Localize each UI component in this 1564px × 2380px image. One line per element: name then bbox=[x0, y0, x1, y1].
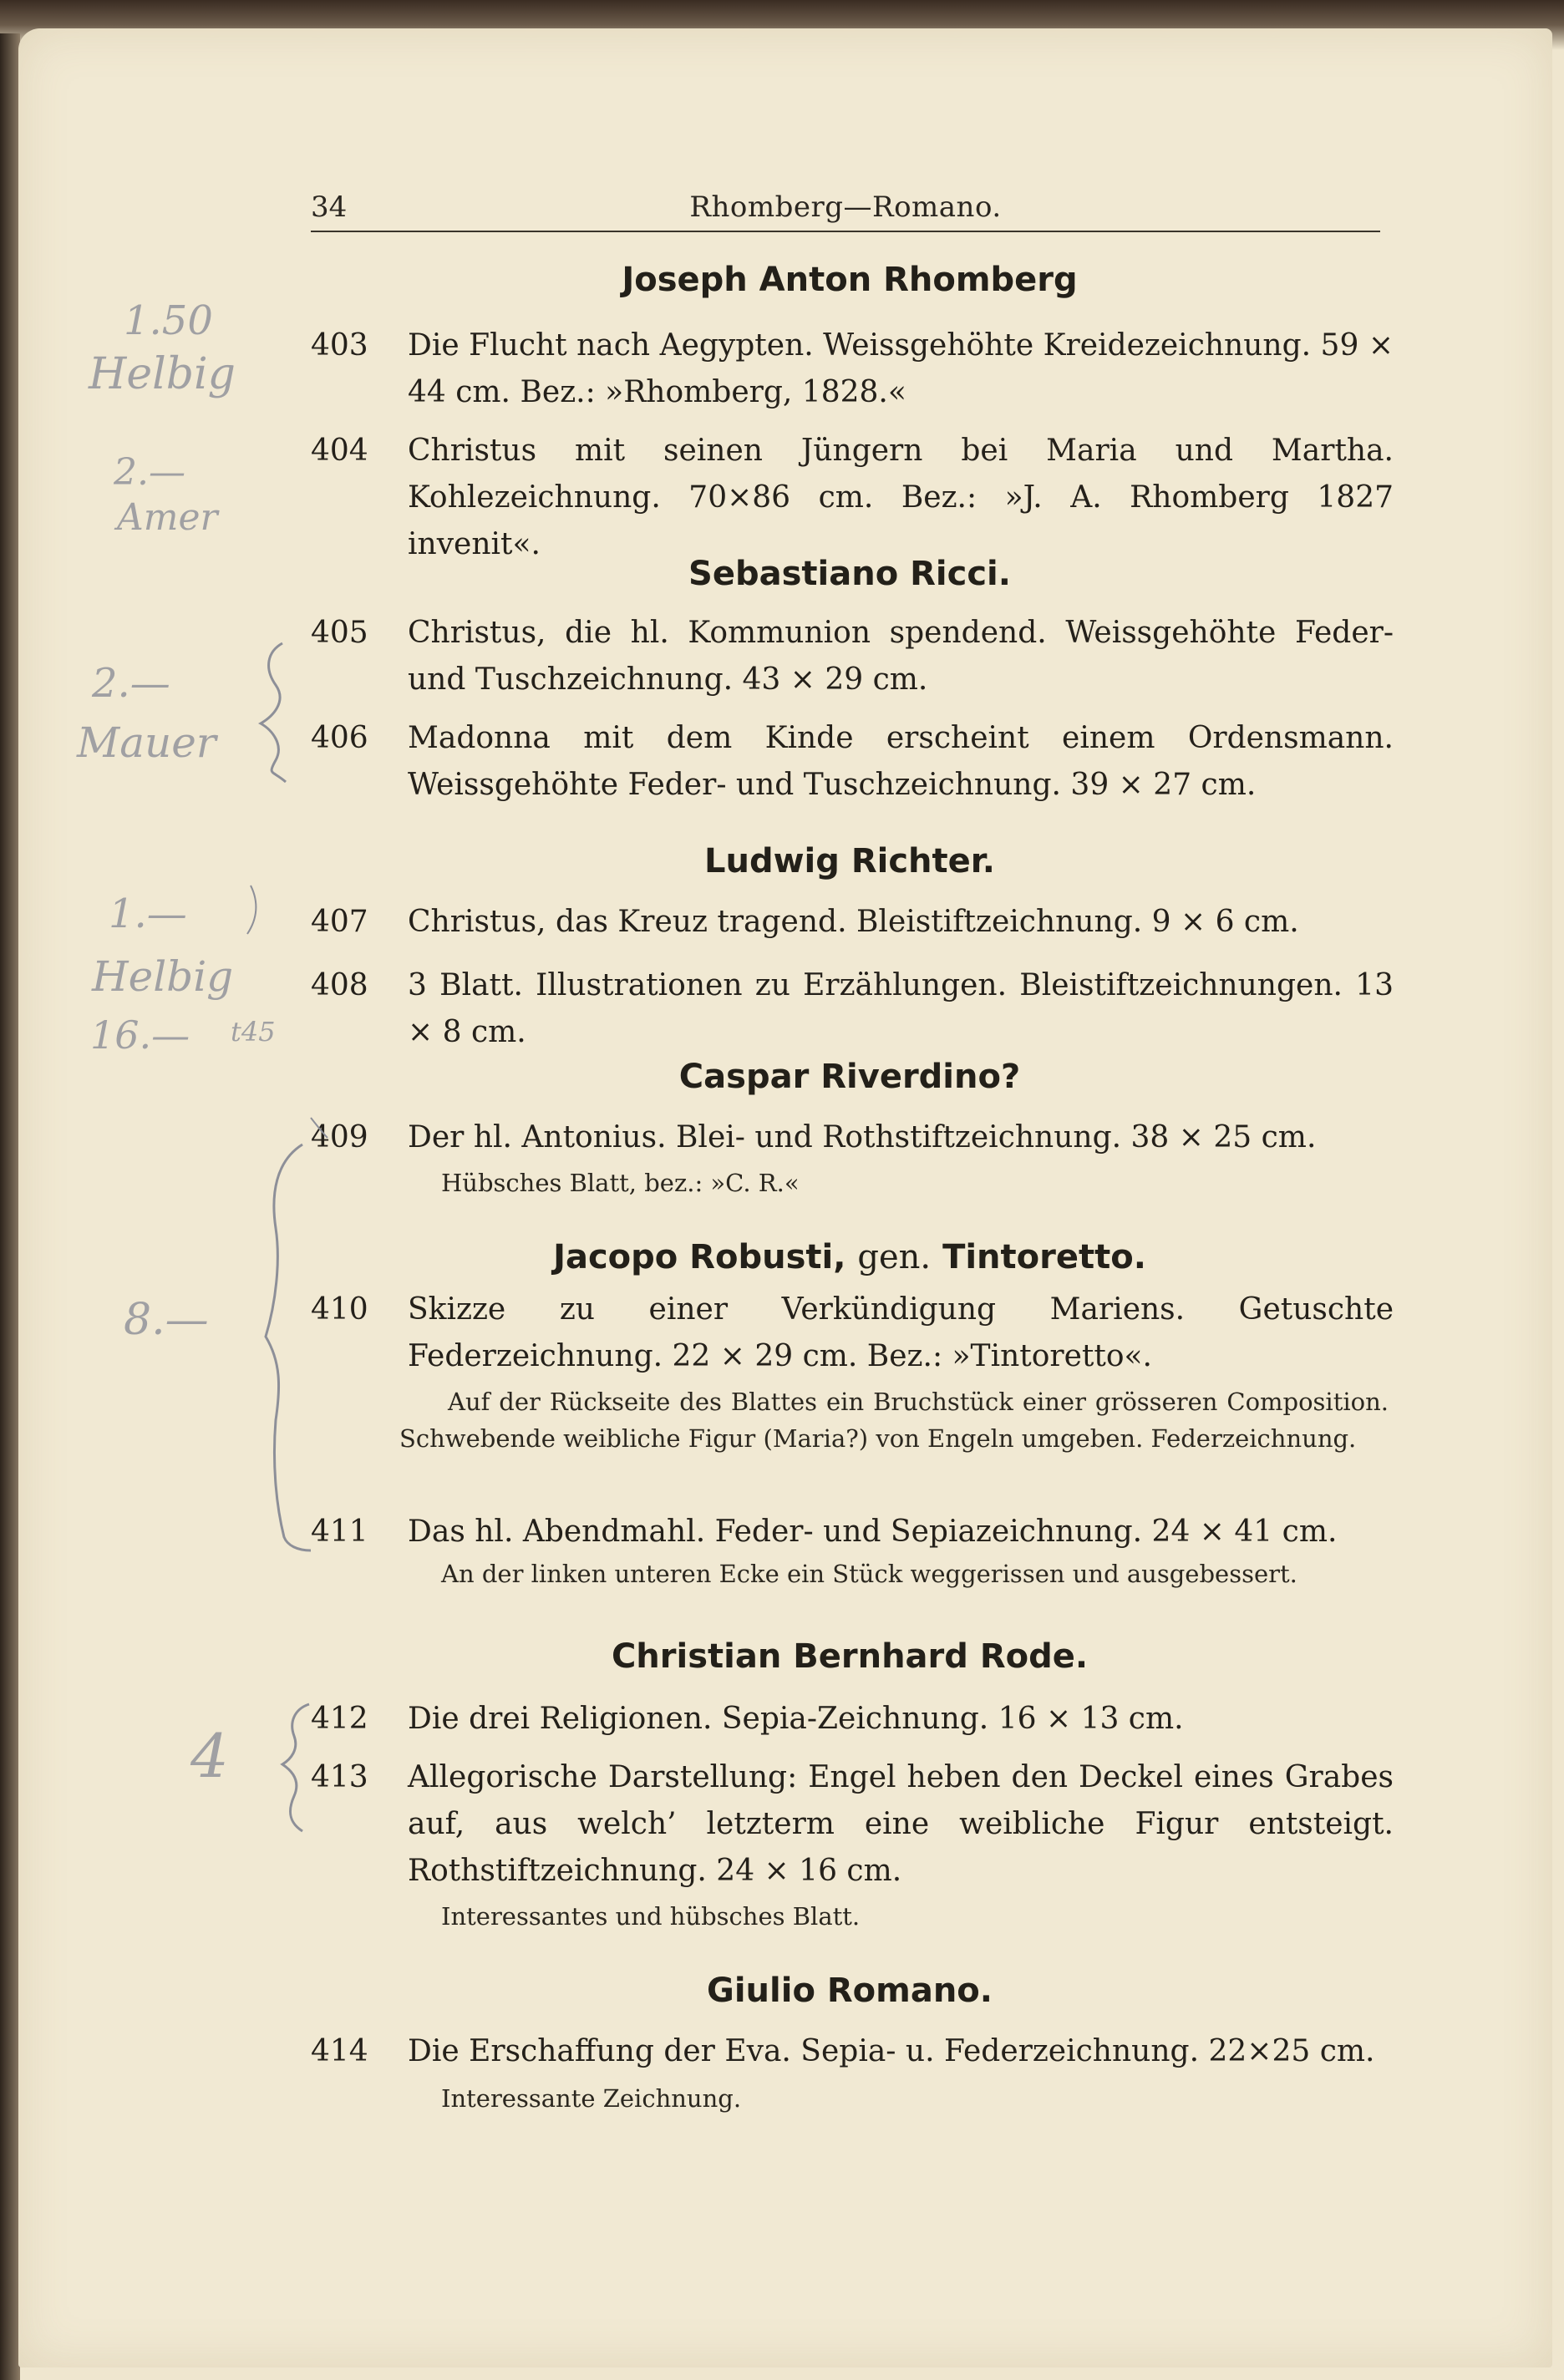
lot-note: Interessantes und hübsches Blatt. bbox=[441, 1902, 861, 1931]
lot-description: Skizze zu einer Verkündigung Mariens. Getuschte Federzeichnung. 22 × 29 cm. Bez.: »Tintoretto«. bbox=[408, 1292, 1394, 1373]
lot-description: Die Flucht nach Aegypten. Weissgehöhte Kreidezeichnung. 59 × 44 cm. Bez.: »Rhomberg, 1828.« bbox=[408, 328, 1394, 409]
pencil-note: 1.50 bbox=[124, 297, 213, 344]
pencil-note: Mauer bbox=[77, 718, 216, 767]
artist-heading: Christian Bernhard Rode. bbox=[611, 1637, 1089, 1676]
pencil-brace bbox=[266, 1144, 311, 1550]
pencil-note: 2.— bbox=[114, 451, 185, 494]
artist-name: Jacopo Robusti, bbox=[553, 1238, 846, 1276]
lot-note: Hübsches Blatt, bez.: »C. R.« bbox=[441, 1169, 800, 1197]
lot-number: 413 bbox=[311, 1760, 368, 1794]
artist-gen: gen. bbox=[857, 1238, 932, 1276]
lot-description: Christus, das Kreuz tragend. Bleistiftzeichnung. 9 × 6 cm. bbox=[408, 905, 1299, 939]
lot-number: 405 bbox=[311, 616, 368, 650]
lot-number: 409 bbox=[311, 1120, 368, 1154]
lot-number: 403 bbox=[311, 328, 368, 363]
artist-alias: Tintoretto. bbox=[942, 1238, 1146, 1276]
artist-heading: Caspar Riverdino? bbox=[678, 1058, 1021, 1096]
pencil-note: Helbig bbox=[92, 952, 234, 1001]
lot-number: 411 bbox=[311, 1515, 368, 1549]
lot-description: Der hl. Antonius. Blei- und Rothstiftzeichnung. 38 × 25 cm. bbox=[408, 1120, 1317, 1154]
lot-number: 414 bbox=[311, 2034, 368, 2068]
lot-description: Christus, die hl. Kommunion spendend. Weissgehöhte Feder- und Tuschzeichnung. 43 × 29 cm. bbox=[408, 616, 1394, 697]
lot-description: Das hl. Abendmahl. Feder- und Sepiazeichnung. 24 × 41 cm. bbox=[408, 1515, 1338, 1549]
pencil-note: 16.— bbox=[90, 1012, 190, 1058]
artist-heading: Joseph Anton Rhomberg bbox=[622, 261, 1078, 299]
pencil-note: t45 bbox=[231, 1016, 276, 1048]
lot-number: 412 bbox=[311, 1702, 368, 1736]
artist-heading: Sebastiano Ricci. bbox=[688, 555, 1011, 593]
pencil-note: Amer bbox=[117, 496, 218, 539]
lot-description: Christus mit seinen Jüngern bei Maria und Martha. Kohlezeichnung. 70×86 cm. Bez.: »J. A. Rhomberg 1827 invenit«. bbox=[408, 434, 1394, 561]
pencil-brace bbox=[282, 1704, 309, 1831]
lot-note: Interessante Zeichnung. bbox=[441, 2084, 742, 2113]
lot-description: Die drei Religionen. Sepia-Zeichnung. 16 × 13 cm. bbox=[408, 1702, 1184, 1736]
pencil-tick bbox=[247, 886, 256, 934]
lot-number: 410 bbox=[311, 1292, 368, 1327]
lot-description: Madonna mit dem Kinde erscheint einem Ordensmann. Weissgehöhte Feder- und Tuschzeichnung. 39 × 27 cm. bbox=[408, 721, 1394, 802]
pencil-note: 1.— bbox=[109, 891, 187, 937]
lot-number: 408 bbox=[311, 968, 368, 1002]
lot-number: 404 bbox=[311, 434, 368, 468]
page-number: 34 bbox=[311, 190, 348, 224]
pencil-tick bbox=[311, 1118, 328, 1138]
lot-description: 3 Blatt. Illustrationen zu Erzählungen. Bleistiftzeichnungen. 13 × 8 cm. bbox=[408, 968, 1394, 1049]
pencil-note: Helbig bbox=[89, 349, 236, 399]
running-head: Rhomberg—Romano. bbox=[689, 190, 1002, 224]
lot-description: Allegorische Darstellung: Engel heben den Deckel eines Grabes auf, aus welch’ letzterm eine weibliche Figur entsteigt. Rothstiftzeichnung. 24 × 16 cm. bbox=[408, 1760, 1394, 1888]
pencil-note: 8.— bbox=[124, 1295, 209, 1345]
pencil-brace bbox=[261, 643, 286, 782]
lot-number: 407 bbox=[311, 905, 368, 939]
lot-number: 406 bbox=[311, 721, 368, 755]
lot-note: An der linken unteren Ecke ein Stück weggerissen und ausgebessert. bbox=[441, 1560, 1297, 1588]
artist-heading: Giulio Romano. bbox=[707, 1971, 993, 2010]
lot-description: Die Erschaffung der Eva. Sepia- u. Federzeichnung. 22×25 cm. bbox=[408, 2034, 1375, 2068]
lot-note: Auf der Rückseite des Blattes ein Bruchstück einer grösseren Composition. Schwebende weibliche Figur (Maria?) von Engeln umgeben. Federzeichnung. bbox=[399, 1388, 1389, 1453]
pencil-note: 4 bbox=[190, 1721, 229, 1791]
artist-heading: Ludwig Richter. bbox=[704, 842, 995, 880]
pencil-note: 2.— bbox=[92, 660, 170, 707]
